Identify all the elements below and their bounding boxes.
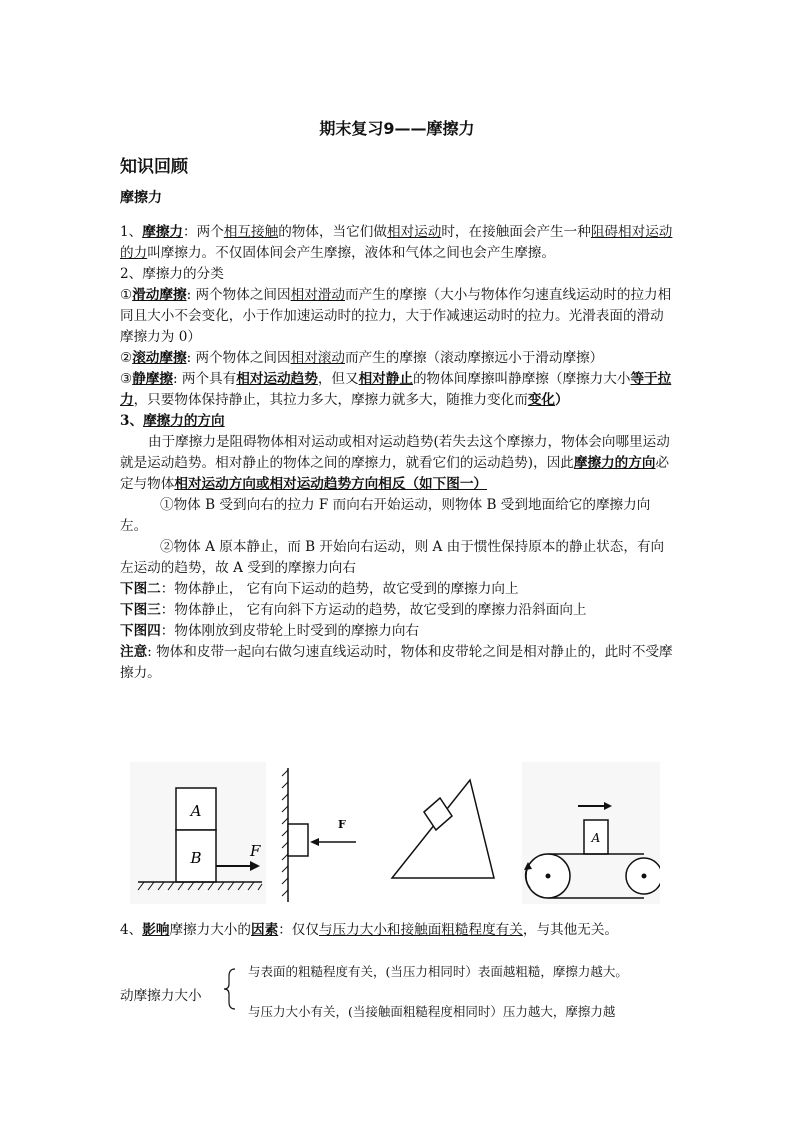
bold-underlined-text: 摩擦力的方向 (573, 455, 656, 471)
text-run: 而产生的摩擦（滚动摩擦远小于滑动摩擦） (345, 350, 604, 366)
left-axle (546, 874, 551, 879)
term-sliding: 滑动摩擦 (132, 287, 187, 303)
text-run: ：物体静止， 它有向下运动的趋势，故它受到的摩擦力向上 (160, 581, 519, 597)
text-run: 而产生的摩擦（大小与物体作匀速直线运动时的拉力相同且大小不会变化，小于作加速运动时的拉力，大于作减速运动时的拉力。光滑表面的滑动摩擦力为 0） (120, 287, 672, 345)
bold-underlined-text: 相对运动方向或相对运动趋势方向相反（如下图一） (174, 476, 488, 492)
curly-brace-icon (223, 968, 237, 1010)
figure-incline-block (372, 762, 498, 904)
text-run: 摩擦力大小的 (169, 922, 251, 938)
text-run: 必定与物体 (120, 455, 670, 492)
paragraph-rolling (120, 348, 676, 369)
bold-underlined-text: 影响 (142, 922, 170, 938)
term-static: 静摩擦 (132, 371, 173, 387)
label: 注意 (120, 644, 148, 660)
item-number: ① (120, 287, 133, 303)
item-number: ③ (120, 371, 133, 387)
underlined-text: 相互接触 (223, 224, 279, 240)
page-title: 期末复习9——摩擦力 (319, 119, 475, 138)
force-label: F (250, 842, 261, 860)
item-number: 1、 (120, 224, 143, 240)
paragraph-definition (120, 222, 676, 264)
bold-underlined-text: 等于拉力 (120, 371, 672, 408)
text-run: ：物体静止， 它有向斜下方运动的趋势，故它受到的摩擦力沿斜面向上 (160, 602, 587, 618)
paragraph-direction (120, 432, 676, 495)
underlined-text: 相对滑动 (290, 287, 345, 303)
block-a-label: A (190, 802, 202, 820)
paragraph-figure-2 (120, 579, 676, 600)
section-factors (120, 920, 676, 941)
text-run: ：物体刚放到皮带轮上时受到的摩擦力向右 (160, 623, 420, 639)
paragraph-figure-4 (120, 621, 676, 642)
item-number: ② (120, 350, 133, 366)
paragraph-example-2: ②物体 A 原本静止，而 B 开始向右运动，则 A 由于惯性保持原本的静止状态，有向左运动的趋势，故 A 受到的摩擦力向右 (120, 539, 665, 576)
text-run: ，与其他无关。 (522, 922, 619, 938)
item-number: 3、 (120, 413, 144, 429)
bold-underlined-text: 变化 (527, 392, 555, 408)
figure-conveyor (522, 762, 660, 904)
brace-line-pressure: 与压力大小有关，(当接触面粗糙程度相同时）压力越大，摩擦力越 (248, 1004, 616, 1019)
text-run: ：两个 (183, 224, 224, 240)
block-a-label: A (591, 831, 601, 845)
figure-stacked-blocks (130, 762, 266, 904)
underlined-text: 与压力大小和接触面粗糙程度有关 (318, 922, 523, 938)
text-run: ） (555, 392, 569, 408)
text-run: ，只要物体保持静止，其拉力多大，摩擦力就多大，随推力变化而 (133, 392, 528, 408)
incline (392, 780, 494, 878)
underlined-text: 相对滚动 (290, 350, 345, 366)
bold-underlined-text: 因素 (251, 922, 279, 938)
underlined-text: 相对运动 (386, 224, 442, 240)
section-heading: 知识回顾 (120, 157, 188, 177)
brace-summary (120, 962, 740, 1022)
brace-line-roughness: 与表面的粗糙程度有关，(当压力相同时）表面越粗糙，摩擦力越大。 (248, 964, 628, 979)
paragraph-direction-heading (120, 411, 676, 432)
term-friction: 摩擦力 (142, 224, 184, 240)
paragraph-factors (120, 920, 676, 941)
label: 下图二 (120, 581, 161, 597)
block (288, 824, 308, 856)
paragraph-example-1: ①物体 B 受到向右的拉力 F 而向右开始运动，则物体 B 受到地面给它的摩擦力向左。 (120, 497, 651, 534)
body-text (120, 222, 676, 684)
figure-wall-block (276, 762, 360, 904)
text-run: : 两个物体之间因 (186, 287, 291, 303)
text-run: ：仅仅 (278, 922, 319, 938)
force-label: F (338, 818, 346, 831)
paragraph-sliding (120, 285, 676, 348)
paragraph-figure-3 (120, 600, 676, 621)
term-rolling: 滚动摩擦 (132, 350, 187, 366)
text-run: ，但又 (317, 371, 359, 387)
paragraph-classification: 2、摩擦力的分类 (120, 266, 224, 282)
label: 下图三 (120, 602, 161, 618)
force-arrow-head (310, 838, 319, 846)
text-run: 叫摩擦力。不仅固体间会产生摩擦，液体和气体之间也会产生摩擦。 (147, 245, 555, 261)
text-run: 的物体间摩擦叫静摩擦（摩擦力大小 (412, 371, 631, 387)
subheading: 摩擦力 (120, 190, 162, 206)
text-run: 的物体，当它们做 (278, 224, 387, 240)
item-number: 4、 (120, 922, 143, 938)
block-b-label: B (190, 849, 202, 867)
bold-underlined-text: 相对运动趋势 (236, 371, 318, 387)
text-run: : 两个物体之间因 (186, 350, 291, 366)
brace-label: 动摩擦力大小 (120, 988, 202, 1004)
figure-row (130, 762, 660, 904)
text-run: 时，在接触面会产生一种 (441, 224, 591, 240)
label: 下图四 (120, 623, 161, 639)
text-run: : 物体和皮带一起向右做匀速直线运动时，物体和皮带轮之间是相对静止的，此时不受摩擦力。 (120, 644, 673, 681)
paragraph-static (120, 369, 676, 411)
paragraph-note (120, 642, 676, 684)
wall-hatch (282, 770, 288, 896)
right-axle (642, 874, 647, 879)
text-run: : 两个具有 (172, 371, 237, 387)
bold-underlined-text: 相对静止 (358, 371, 413, 387)
text-run: 由于摩擦力是阻碍物体相对运动或相对运动趋势(若失去这个摩擦力，物体会向哪里运动就是运动趋势。相对静止的物体之间的摩擦力，就看它们的运动趋势)，因此 (120, 434, 670, 471)
underlined-text: 阻碍相对运动的力 (120, 224, 673, 261)
term-direction: 摩擦力的方向 (143, 413, 225, 429)
